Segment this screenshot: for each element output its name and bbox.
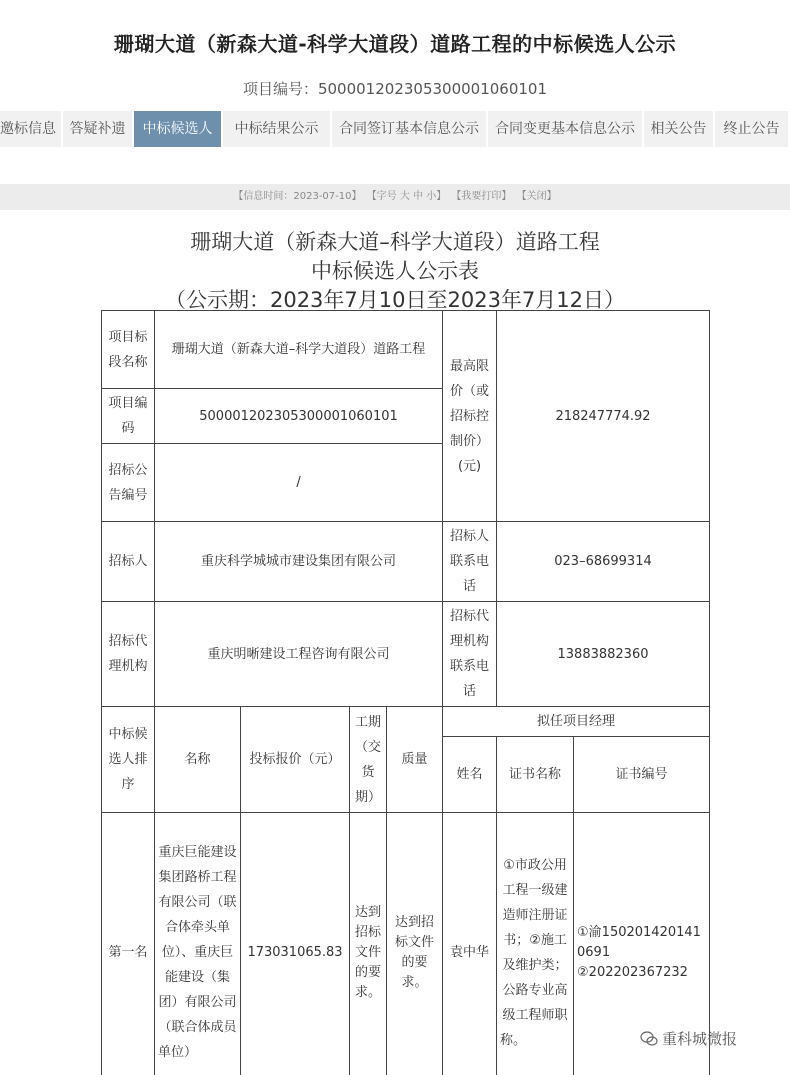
doc-title-line3: （公示期：2023年7月10日至2023年7月12日） bbox=[164, 288, 626, 312]
notice-no-label: 招标公告编号 bbox=[102, 444, 155, 522]
section-name-label: 项目标段名称 bbox=[102, 311, 155, 389]
tenderer-phone-value: 023–68699314 bbox=[497, 522, 710, 602]
col-name-header: 名称 bbox=[155, 707, 241, 813]
table-row bbox=[102, 813, 710, 1075]
tenderer-phone-label: 招标人联系电话 bbox=[443, 522, 497, 602]
doc-title-line1: 珊瑚大道（新森大道–科学大道段）道路工程 bbox=[190, 230, 600, 254]
agency-value: 重庆明晰建设工程咨询有限公司 bbox=[155, 602, 443, 707]
tenderer-label: 招标人 bbox=[102, 522, 155, 602]
info-time: 【信息时间：2023-07-10】 bbox=[233, 191, 362, 202]
col-cert-no-header: 证书编号 bbox=[574, 737, 710, 813]
col-period-header: 工期（交货期） bbox=[350, 707, 387, 813]
max-price-value: 218247774.92 bbox=[497, 311, 710, 522]
col-rank-header: 中标候选人排序 bbox=[102, 707, 155, 813]
agency-phone-label: 招标代理机构联系电话 bbox=[443, 602, 497, 707]
row1-rank: 第一名 bbox=[102, 813, 155, 1075]
doc-title-line2: 中标候选人公示表 bbox=[311, 259, 479, 283]
col-pm-name-header: 姓名 bbox=[443, 737, 497, 813]
row1-cert-no-1: ①渝150201420141069​1 bbox=[577, 924, 701, 960]
agency-label: 招标代理机构 bbox=[102, 602, 155, 707]
tab-invite-info[interactable]: 邀标信息 bbox=[0, 111, 63, 147]
project-code-value: 500001202305300001060101 bbox=[155, 389, 443, 444]
row1-period: 达到招标文件的要求。 bbox=[350, 813, 387, 1075]
col-quality-header: 质量 bbox=[387, 707, 443, 813]
agency-phone-value: 13883882360 bbox=[497, 602, 710, 707]
print-link[interactable]: 【我要打印】 bbox=[451, 191, 512, 202]
tab-result[interactable]: 中标结果公示 bbox=[223, 111, 332, 147]
font-size-control[interactable]: 【字号 大 中 小】 bbox=[366, 191, 447, 202]
col-bid-header: 投标报价（元） bbox=[241, 707, 350, 813]
row1-cert-no-2: ②202202367232 bbox=[577, 964, 688, 980]
tab-bar bbox=[0, 111, 790, 147]
tab-terminate[interactable]: 终止公告 bbox=[715, 111, 790, 147]
row1-bid: 173031065.83 bbox=[241, 813, 350, 1075]
col-pm-header: 拟任项目经理 bbox=[443, 707, 710, 737]
info-bar bbox=[0, 184, 790, 210]
max-price-label: 最高限价（或招标控制价）(元) bbox=[443, 311, 497, 522]
notice-no-value: / bbox=[155, 444, 443, 522]
watermark-text: 重科城微报 bbox=[662, 1030, 738, 1048]
wechat-icon bbox=[640, 1030, 658, 1048]
page-title: 珊瑚大道（新森大道-科学大道段）道路工程的中标候选人公示 bbox=[113, 32, 677, 56]
tab-contract-sign[interactable]: 合同签订基本信息公示 bbox=[332, 111, 488, 147]
row1-name: 重庆巨能建设集团路桥工程有限公司（联合体牵头单位）、重庆巨能建设（集团）有限公司（联合体成员单位） bbox=[155, 813, 241, 1075]
close-link[interactable]: 【关闭】 bbox=[516, 191, 557, 202]
tab-related[interactable]: 相关公告 bbox=[644, 111, 715, 147]
tenderer-value: 重庆科学城城市建设集团有限公司 bbox=[155, 522, 443, 602]
project-code-label: 项目编码 bbox=[102, 389, 155, 444]
project-number: 项目编号：500001202305300001060101 bbox=[242, 80, 548, 98]
row1-pm-name: 袁中华 bbox=[443, 813, 497, 1075]
candidate-table bbox=[101, 310, 710, 1075]
section-name-value: 珊瑚大道（新森大道–科学大道段）道路工程 bbox=[155, 311, 443, 389]
row1-quality: 达到招标文件的要求。 bbox=[387, 813, 443, 1075]
tab-candidates[interactable]: 中标候选人 bbox=[134, 111, 223, 147]
tab-contract-change[interactable]: 合同变更基本信息公示 bbox=[488, 111, 644, 147]
tab-qa[interactable]: 答疑补遗 bbox=[63, 111, 134, 147]
watermark bbox=[640, 1028, 737, 1049]
col-cert-name-header: 证书名称 bbox=[497, 737, 574, 813]
row1-cert-name: ①市政公用工程一级建造师注册证书；②施工及维护类；公路专业高级工程师职称。 bbox=[497, 813, 574, 1075]
